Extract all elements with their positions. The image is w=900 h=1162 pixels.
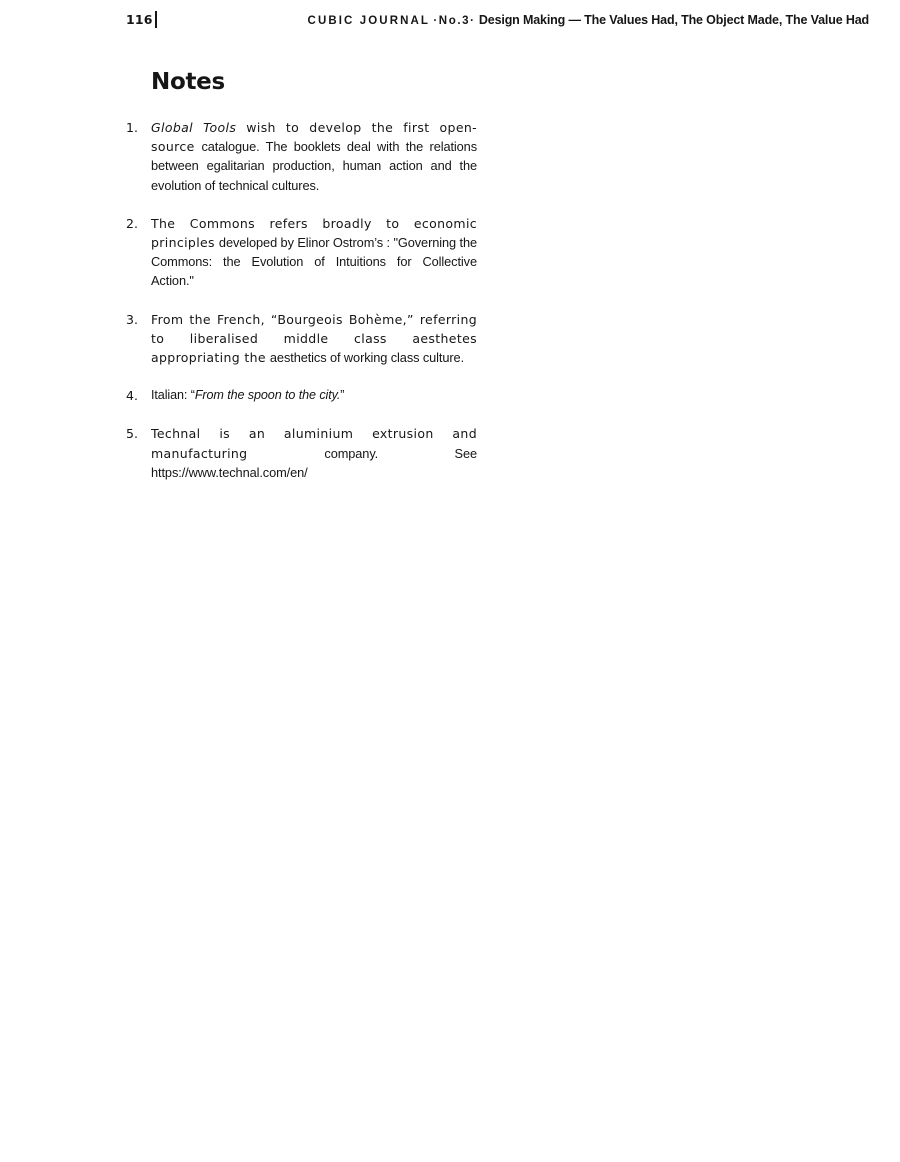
note-suffix: ” bbox=[340, 388, 345, 403]
journal-name: CUBIC JOURNAL bbox=[307, 15, 431, 27]
note-number: 4. bbox=[126, 388, 138, 404]
note-item bbox=[126, 386, 477, 405]
note-number: 1. bbox=[126, 120, 138, 135]
note-body: catalogue. The booklets deal with the relations between egalitarian production, human action and the evolution of technical cultures. bbox=[151, 139, 478, 193]
note-italic-title: Global Tools bbox=[151, 120, 237, 135]
note-item bbox=[126, 214, 477, 291]
note-item bbox=[126, 310, 477, 368]
note-number: 3. bbox=[126, 311, 138, 327]
note-text bbox=[151, 310, 477, 368]
note-lead-text: From the French, “Bourgeois Bohème,” referring to liberalised middle class aesthetes appropriating the bbox=[151, 311, 477, 366]
notes-list bbox=[126, 118, 477, 501]
note-italic-quote: From the spoon to the city. bbox=[194, 388, 341, 403]
note-number: 2. bbox=[126, 215, 138, 231]
note-body: aesthetics of working class culture. bbox=[269, 350, 465, 366]
note-lead-text: Technal is an aluminium extrusion and manufacturing bbox=[151, 426, 477, 461]
page-number: 116 bbox=[126, 12, 153, 27]
page-number-divider bbox=[155, 11, 157, 28]
issue-title: Design Making — The Values Had, The Object Made, The Value Had bbox=[478, 13, 869, 27]
note-number: 5. bbox=[126, 426, 138, 442]
note-text bbox=[151, 214, 477, 291]
note-text bbox=[151, 424, 477, 482]
note-text bbox=[151, 386, 477, 405]
note-item bbox=[126, 118, 477, 195]
issue-number: ·No.3· bbox=[433, 15, 476, 27]
note-text bbox=[151, 118, 477, 195]
note-item bbox=[126, 424, 477, 482]
note-prefix: Italian: “ bbox=[151, 388, 195, 403]
note-body: developed by Elinor Ostrom’s : "Governing the Commons: the Evolution of Intuitions for Collective Action." bbox=[151, 235, 477, 289]
notes-heading: Notes bbox=[151, 69, 225, 95]
note-body: company. See https://www.technal.com/en/ bbox=[151, 445, 477, 480]
running-header bbox=[308, 11, 869, 30]
note-lead-text: wish to develop the first open-source bbox=[151, 120, 477, 155]
note-lead-text: The Commons refers broadly to economic principles bbox=[151, 215, 477, 251]
